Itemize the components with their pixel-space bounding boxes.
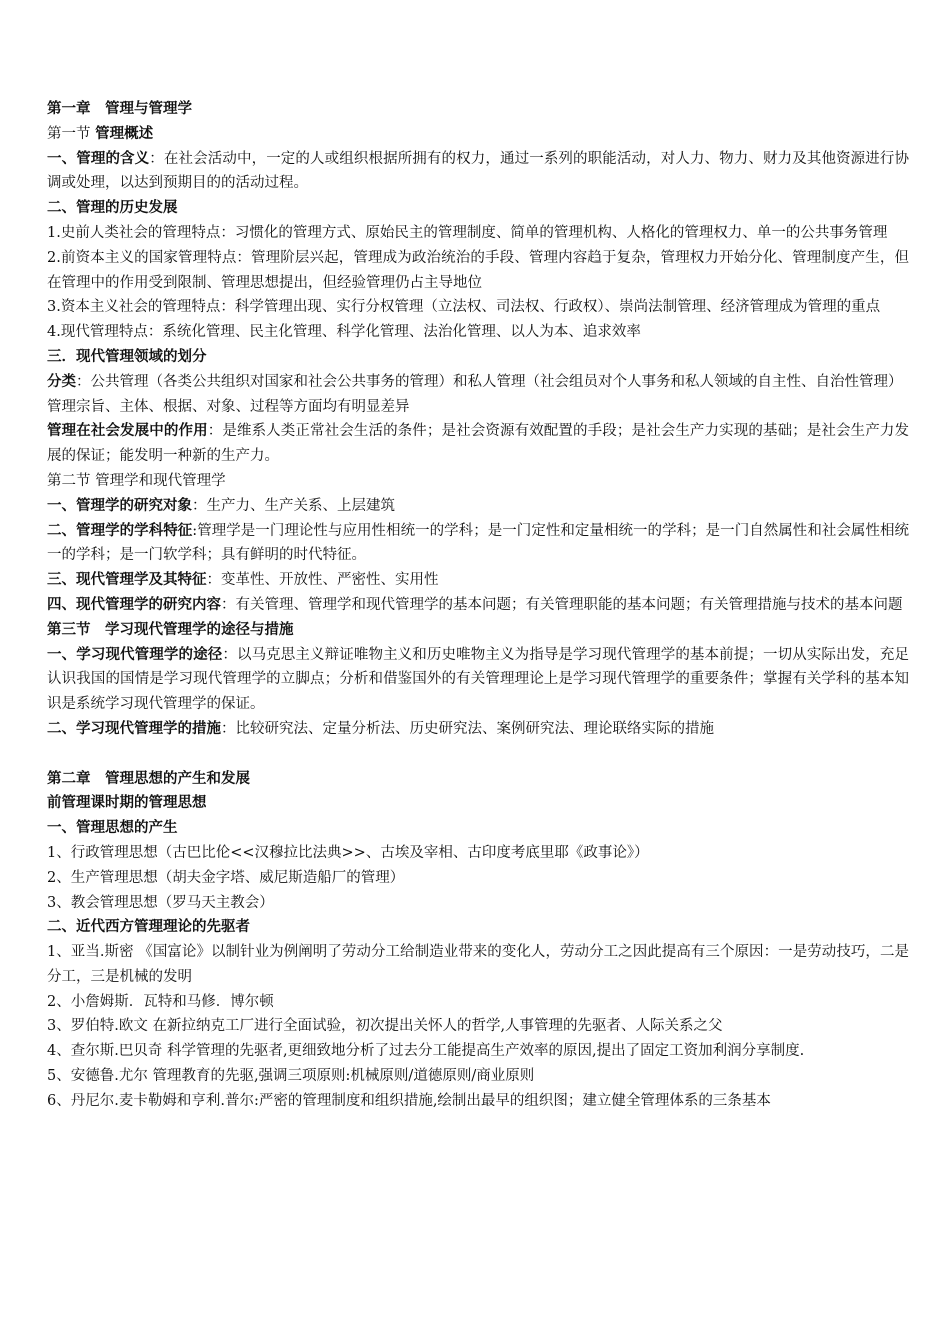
list-item-3: 3.资本主义社会的管理特点：科学管理出现、实行分权管理（立法权、司法权、行政权）、崇尚法制管理、经济管理成为管理的重点 bbox=[47, 299, 881, 316]
list-item-6: 6、丹尼尔.麦卡勒姆和亨利.普尔:严密的管理制度和组织措施,绘制出最早的组织图；建立健全管理体系的三条基本 bbox=[47, 1092, 771, 1109]
section-2-title: 第二节 管理学和现代管理学 bbox=[47, 472, 226, 489]
chapter-1-title: 第一章 管理与管理学 bbox=[47, 101, 192, 117]
blank-line bbox=[47, 742, 909, 767]
paragraph-text: :管理学是一门理论性与应用性相统一的学科；是一门定性和定量相统一的学科；是一门自然属性和社会属性相统一的学科；是一门软学科；具有鲜明的时代特征。 bbox=[47, 522, 909, 564]
paragraph-role bbox=[47, 419, 909, 469]
paragraph-learning-approach bbox=[47, 643, 909, 717]
chapter-2-subtitle: 前管理课时期的管理思想 bbox=[47, 795, 207, 812]
heading-pioneers: 二、近代西方管理理论的先驱者 bbox=[47, 919, 250, 936]
paragraph-text: ：比较研究法、定量分析法、历史研究法、案例研究法、理论联络实际的措施 bbox=[221, 720, 714, 737]
paragraph-management-definition bbox=[47, 147, 909, 197]
list-item-1: 1、亚当.斯密 《国富论》以制针业为例阐明了劳动分工给制造业带来的变化人，劳动分工之因此提高有三个原因：一是劳动技巧，二是分工，三是机械的发明 bbox=[47, 944, 909, 985]
paragraph-differences: 管理宗旨、主体、根据、对象、过程等方面均有明显差异 bbox=[47, 398, 410, 415]
paragraph-label: 一、管理的含义 bbox=[47, 150, 150, 167]
paragraph-modern-traits bbox=[47, 568, 909, 593]
paragraph-label: 二、学习现代管理学的措施 bbox=[47, 720, 221, 737]
section-1-number: 第一节 bbox=[47, 125, 91, 142]
list-item-2: 2、生产管理思想（胡夫金字塔、威尼斯造船厂的管理） bbox=[47, 869, 405, 886]
paragraph-text: ：在社会活动中，一定的人或组织根据所拥有的权力，通过一系列的职能活动，对人力、物力、财力及其他资源进行协调或处理，以达到预期目的的活动过程。 bbox=[47, 150, 910, 192]
section-1-title bbox=[47, 122, 909, 147]
list-item-4: 4.现代管理特点：系统化管理、民主化管理、科学化管理、法治化管理、以人为本、追求效率 bbox=[47, 324, 641, 341]
paragraph-text: ：公共管理（各类公共组织对国家和社会公共事务的管理）和私人管理（社会组员对个人事务和私人领域的自主性、自治性管理） bbox=[76, 373, 903, 390]
chapter-2-title: 第二章 管理思想的产生和发展 bbox=[47, 770, 250, 787]
heading-origin: 一、管理思想的产生 bbox=[47, 820, 178, 837]
heading-history: 二、管理的历史发展 bbox=[47, 200, 178, 217]
list-item-3: 3、罗伯特.欧文 在新拉纳克工厂进行全面试验，初次提出关怀人的哲学,人事管理的先驱者、人际关系之父 bbox=[47, 1018, 723, 1035]
list-item-4: 4、查尔斯.巴贝奇 科学管理的先驱者,更细致地分析了过去分工能提高生产效率的原因,提出了固定工资加利润分享制度. bbox=[47, 1043, 805, 1060]
paragraph-discipline-traits bbox=[47, 519, 909, 569]
document-page bbox=[47, 97, 909, 1114]
paragraph-text: ：变革性、开放性、严密性、实用性 bbox=[206, 572, 439, 589]
paragraph-classification bbox=[47, 370, 909, 395]
list-item-5: 5、安德鲁.尤尔 管理教育的先驱,强调三项原则:机械原则/道德原则/商业原则 bbox=[47, 1068, 535, 1085]
paragraph-label: 四、现代管理学的研究内容 bbox=[47, 596, 221, 613]
paragraph-text: ：是维系人类正常社会生活的条件；是社会资源有效配置的手段；是社会生产力实现的基础；是社会生产力发展的保证；能发明一种新的生产力。 bbox=[47, 423, 909, 465]
list-item-2: 2.前资本主义的国家管理特点：管理阶层兴起，管理成为政治统治的手段、管理内容趋于复杂，管理权力开始分化、管理制度产生，但在管理中的作用受到限制、管理思想提出，但经验管理仍占主导地位 bbox=[47, 249, 909, 291]
paragraph-text: ：生产力、生产关系、上层建筑 bbox=[192, 497, 395, 514]
paragraph-text: ：有关管理、管理学和现代管理学的基本问题；有关管理职能的基本问题；有关管理措施与技术的基本问题 bbox=[221, 596, 903, 613]
paragraph-research-object bbox=[47, 494, 909, 519]
section-1-name: 管理概述 bbox=[95, 125, 154, 142]
list-item-3: 3、教会管理思想（罗马天主教会） bbox=[47, 894, 274, 911]
paragraph-research-content bbox=[47, 593, 909, 618]
list-item-1: 1.史前人类社会的管理特点：习惯化的管理方式、原始民主的管理制度、简单的管理机构、人格化的管理权力、单一的公共事务管理 bbox=[47, 224, 888, 241]
heading-domains: 三．现代管理领域的划分 bbox=[47, 348, 207, 365]
paragraph-label: 二、管理学的学科特征 bbox=[47, 522, 193, 539]
section-3-title: 第三节 学习现代管理学的途径与措施 bbox=[47, 621, 294, 638]
paragraph-label: 一、管理学的研究对象 bbox=[47, 497, 192, 514]
paragraph-label: 管理在社会发展中的作用 bbox=[47, 423, 208, 440]
list-item-1: 1、行政管理思想（古巴比伦<<汉穆拉比法典>>、古埃及宰相、古印度考底里耶《政事论》） bbox=[47, 844, 649, 861]
paragraph-label: 分类 bbox=[47, 373, 76, 390]
paragraph-text: ：以马克思主义辩证唯物主义和历史唯物主义为指导是学习现代管理学的基本前提；一切从实际出发，充足认识我国的国情是学习现代管理学的立脚点；分析和借鉴国外的有关管理理论上是学习现代管理学的重要条件；掌握有关学科的基本知识是系统学习现代管理学的保证。 bbox=[47, 646, 909, 713]
list-item-2: 2、小詹姆斯．瓦特和马修．博尔顿 bbox=[47, 993, 274, 1010]
paragraph-label: 一、学习现代管理学的途径 bbox=[47, 646, 223, 663]
paragraph-learning-methods bbox=[47, 717, 909, 742]
paragraph-label: 三、现代管理学及其特征 bbox=[47, 572, 207, 589]
